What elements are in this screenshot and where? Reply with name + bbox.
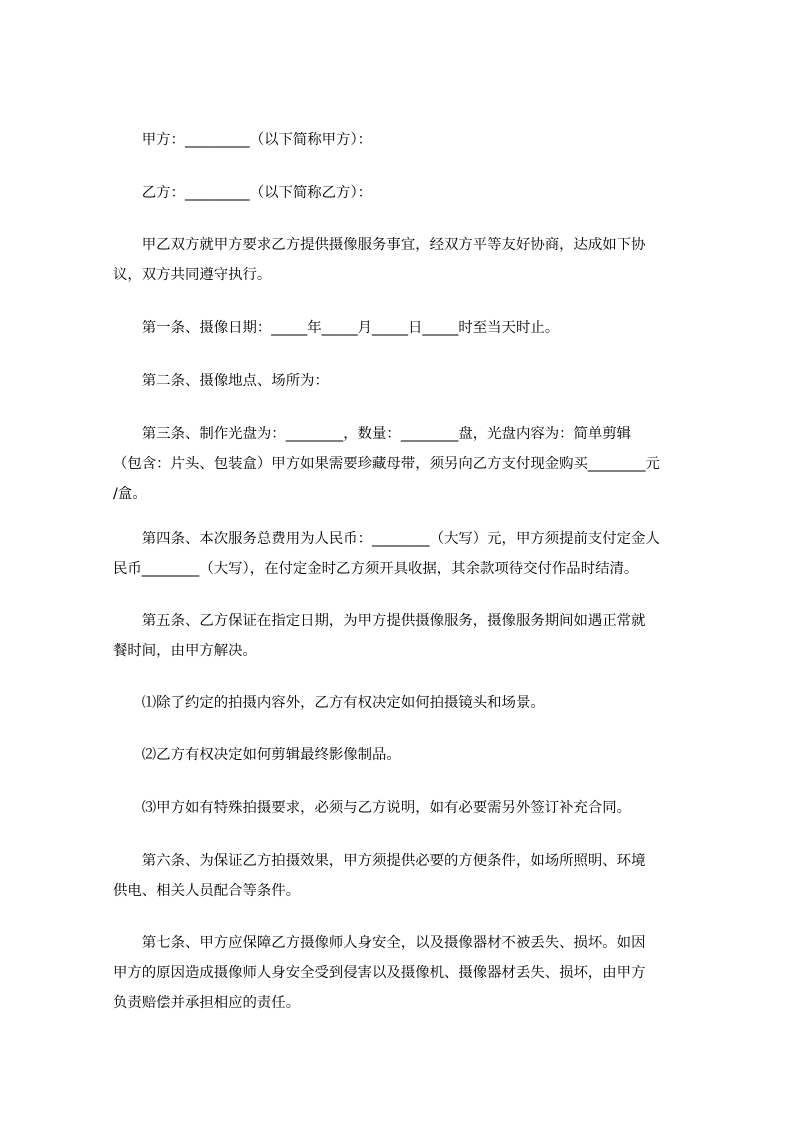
article-4-line-2: 民币________（大写），在付定金时乙方须开具收据，其余款项待交付作品时结清。 [113, 561, 639, 577]
article-3-line-2: （包含：片头、包装盒）甲方如果需要珍藏母带，须另向乙方支付现金购买________元 [113, 456, 660, 472]
article-3-paragraph [113, 419, 709, 509]
party-a-paragraph [113, 125, 709, 155]
clause-5-1-paragraph [113, 688, 709, 718]
clause-5-3-paragraph [113, 793, 709, 823]
article-6-line-1: 第六条、为保证乙方拍摄效果，甲方须提供必要的方便条件，如场所照明、环境 [113, 853, 646, 869]
article-2-line-1: 第二条、摄像地点、场所为： [113, 373, 329, 389]
party-b-line-1: 乙方：_________（以下简称乙方）： [113, 185, 373, 201]
article-1-paragraph [113, 313, 709, 343]
article-3-line-1: 第三条、制作光盘为：________，数量：________盘，光盘内容为：简单剪辑 [113, 426, 632, 442]
article-2-paragraph [113, 366, 709, 396]
article-5-line-1: 第五条、乙方保证在指定日期，为甲方提供摄像服务，摄像服务期间如遇正常就 [113, 613, 646, 629]
article-7-line-3: 负责赔偿并承担相应的责任。 [113, 995, 301, 1011]
clause-5-2-paragraph [113, 740, 709, 770]
clause-5-2-line-1: ⑵乙方有权决定如何剪辑最终影像制品。 [113, 747, 401, 763]
preamble-paragraph [113, 230, 709, 290]
article-1-line-1: 第一条、摄像日期：_____年_____月_____日_____时至当天时止。 [113, 320, 560, 336]
preamble-line-2: 议，双方共同遵守执行。 [113, 267, 272, 283]
article-6-paragraph [113, 846, 709, 906]
clause-5-3-line-1: ⑶甲方如有特殊拍摄要求，必须与乙方说明，如有必要需另外签订补充合同。 [113, 800, 632, 816]
article-5-paragraph [113, 606, 709, 666]
article-6-line-2: 供电、相关人员配合等条件。 [113, 883, 301, 899]
article-7-line-1: 第七条、甲方应保障乙方摄像师人身安全，以及摄像器材不被丢失、损坏。如因 [113, 935, 646, 951]
article-3-line-3: /盒。 [113, 486, 147, 502]
party-a-line-1: 甲方：_________（以下简称甲方）： [113, 132, 373, 148]
article-7-line-2: 甲方的原因造成摄像师人身安全受到侵害以及摄像机、摄像器材丢失、损坏，由甲方 [113, 965, 646, 981]
article-7-paragraph [113, 928, 709, 1018]
party-b-paragraph [113, 178, 709, 208]
article-4-paragraph [113, 524, 709, 584]
clause-5-1-line-1: ⑴除了约定的拍摄内容外，乙方有权决定如何拍摄镜头和场景。 [113, 695, 545, 711]
preamble-line-1: 甲乙双方就甲方要求乙方提供摄像服务事宜，经双方平等友好协商，达成如下协 [113, 237, 646, 253]
article-4-line-1: 第四条、本次服务总费用为人民币：________（大写）元，甲方须提前支付定金人 [113, 531, 660, 547]
article-5-line-2: 餐时间，由甲方解决。 [113, 643, 257, 659]
